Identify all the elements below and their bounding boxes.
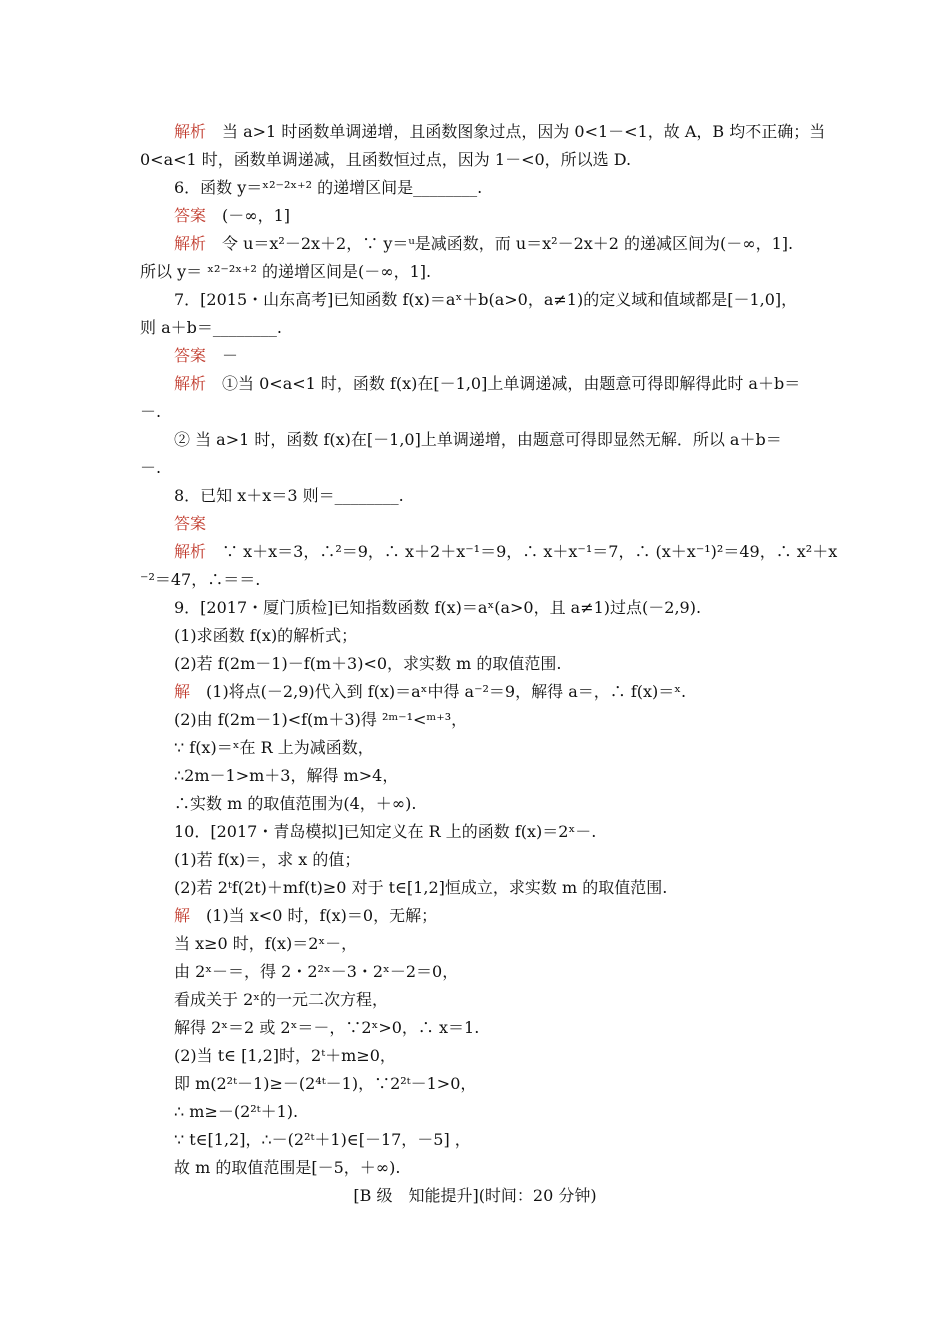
line-text: 由 2ˣ－＝，得 2・2²ˣ－3・2ˣ－2＝0， <box>174 962 459 981</box>
line-text: 9．[2017・厦门质检]已知指数函数 f(x)＝aˣ(a>0，且 a≠1)过点(－2,9). <box>174 598 702 617</box>
line-text: 0<a<1 时，函数单调递减，且函数恒过点，因为 1－<0，所以选 D. <box>140 150 632 169</box>
text-line <box>174 597 854 619</box>
text-line <box>174 681 854 703</box>
text-line <box>174 485 854 507</box>
text-line <box>174 653 854 675</box>
text-line <box>174 821 854 843</box>
line-text: ⁻²＝47，∴＝＝. <box>140 570 261 589</box>
line-tag: 答案 <box>174 514 207 533</box>
line-text: 6．函数 y＝ˣ²⁻²ˣ⁺² 的递增区间是________. <box>174 178 483 197</box>
text-line <box>174 177 854 199</box>
text-line <box>174 1101 854 1123</box>
text-line <box>174 961 854 983</box>
line-text: (2)若 2ᵗf(2t)＋mf(t)≥0 对于 t∈[1,2]恒成立，求实数 m 的取值范围. <box>174 878 668 897</box>
text-line <box>174 933 854 955</box>
line-text: 当 x≥0 时，f(x)＝2ˣ－， <box>174 934 358 953</box>
line-text: ∴ m≥－(2²ᵗ＋1). <box>174 1102 299 1121</box>
text-line <box>174 1045 854 1067</box>
text-line <box>174 877 854 899</box>
text-line <box>174 541 854 563</box>
line-text: (2)若 f(2m－1)－f(m＋3)<0，求实数 m 的取值范围. <box>174 654 562 673</box>
text-line <box>174 289 854 311</box>
text-line <box>174 905 854 927</box>
section-heading <box>0 1185 950 1207</box>
line-text: (1)若 f(x)＝，求 x 的值； <box>174 850 361 869</box>
line-text: 解得 2ˣ＝2 或 2ˣ＝－，∵2ˣ>0，∴ x＝1. <box>174 1018 480 1037</box>
text-line <box>140 261 820 283</box>
line-text: 故 m 的取值范围是[－5，＋∞). <box>174 1158 401 1177</box>
line-text: 7．[2015・山东高考]已知函数 f(x)＝aˣ＋b(a>0，a≠1)的定义域和值域都是[－1,0]， <box>174 290 798 309</box>
text-line <box>174 1129 854 1151</box>
line-text: －. <box>140 458 162 477</box>
text-line <box>174 205 854 227</box>
text-line <box>174 1017 854 1039</box>
line-text: (2)当 t∈ [1,2]时，2ᵗ＋m≥0， <box>174 1046 396 1065</box>
text-line <box>140 457 820 479</box>
line-text: (1)求函数 f(x)的解析式； <box>174 626 358 645</box>
line-tag: 答案 <box>174 346 207 365</box>
text-line <box>174 737 854 759</box>
text-line <box>174 793 854 815</box>
text-line <box>174 625 854 647</box>
line-text: 看成关于 2ˣ的一元二次方程， <box>174 990 389 1009</box>
line-text: ∴实数 m 的取值范围为(4，＋∞). <box>174 794 417 813</box>
line-text: 则 a＋b＝________. <box>140 318 282 337</box>
line-text: (1)当 x<0 时，f(x)＝0，无解； <box>190 906 438 925</box>
line-text: (2)由 f(2m－1)<f(m＋3)得 ²ᵐ⁻¹<ᵐ⁺³， <box>174 710 468 729</box>
line-text: ∵ f(x)＝ˣ在 R 上为减函数， <box>174 738 374 757</box>
line-text: 当 a>1 时函数单调递增，且函数图象过点，因为 0<1－<1，故 A，B 均不正确；当 <box>206 122 826 141</box>
line-tag: 答案 <box>174 206 207 225</box>
line-tag: 解析 <box>174 234 207 253</box>
text-line <box>174 345 854 367</box>
text-line <box>174 429 854 451</box>
line-tag: 解析 <box>174 542 207 561</box>
line-tag: 解析 <box>174 374 207 393</box>
text-line <box>140 317 820 339</box>
line-text: 令 u＝x²－2x＋2，∵ y＝ᵘ是减函数，而 u＝x²－2x＋2 的递减区间为(－∞，1]. <box>206 234 794 253</box>
line-text: ∵ x＋x＝3，∴²＝9，∴ x＋2＋x⁻¹＝9，∴ x＋x⁻¹＝7，∴ (x＋x⁻¹)²＝49，∴ x²＋x <box>206 542 838 561</box>
line-text: 即 m(2²ᵗ－1)≥－(2⁴ᵗ－1)，∵2²ᵗ－1>0， <box>174 1074 477 1093</box>
line-text: (1)将点(－2,9)代入到 f(x)＝aˣ中得 a⁻²＝9，解得 a＝，∴ f(x)＝ˣ. <box>190 682 687 701</box>
line-text: 10．[2017・青岛模拟]已知定义在 R 上的函数 f(x)＝2ˣ－. <box>174 822 597 841</box>
line-text: (－∞，1] <box>206 206 291 225</box>
line-text: ② 当 a>1 时，函数 f(x)在[－1,0]上单调递增，由题意可得即显然无解．所以 a＋b＝ <box>174 430 782 449</box>
line-text: ①当 0<a<1 时，函数 f(x)在[－1,0]上单调递减，由题意可得即解得此时 a＋b＝ <box>206 374 801 393</box>
text-line <box>140 149 820 171</box>
text-line <box>174 373 854 395</box>
text-line <box>174 849 854 871</box>
text-line <box>174 121 854 143</box>
line-text: ∴2m－1>m＋3，解得 m>4， <box>174 766 399 785</box>
line-text: － <box>206 346 239 365</box>
text-line <box>174 1157 854 1179</box>
line-text: －. <box>140 402 162 421</box>
line-tag: 解析 <box>174 122 207 141</box>
text-line <box>174 1073 854 1095</box>
line-text: 8．已知 x＋x＝3 则＝________. <box>174 486 404 505</box>
text-line <box>174 989 854 1011</box>
text-line <box>174 513 854 535</box>
line-text: 所以 y＝ ˣ²⁻²ˣ⁺² 的递增区间是(－∞，1]. <box>140 262 432 281</box>
text-line <box>174 765 854 787</box>
line-text: [B 级 知能提升](时间：20 分钟) <box>353 1186 597 1205</box>
line-text: ∵ t∈[1,2]，∴－(2²ᵗ＋1)∈[－17，－5] ， <box>174 1130 471 1149</box>
line-tag: 解 <box>174 906 191 925</box>
line-tag: 解 <box>174 682 191 701</box>
text-line <box>174 233 854 255</box>
text-line <box>140 569 820 591</box>
text-line <box>174 709 854 731</box>
text-line <box>140 401 820 423</box>
